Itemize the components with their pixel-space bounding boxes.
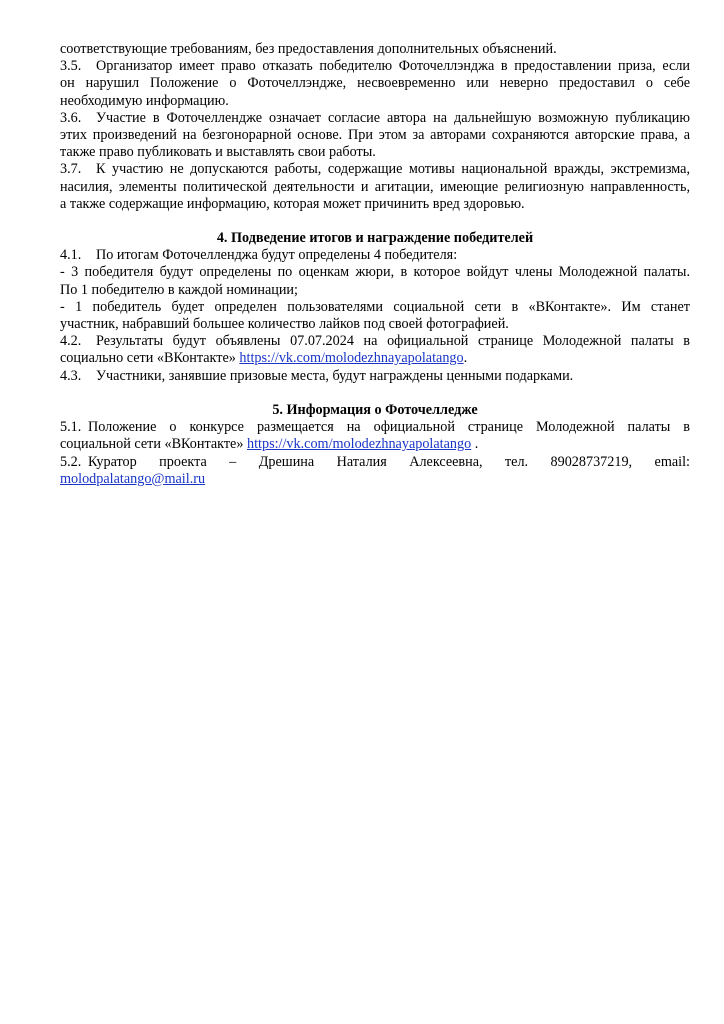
paragraph-3-6-line-1: 3.6. Участие в Фоточеллендже означает согласие автора на дальнейшую возможную публикацию: [60, 109, 690, 126]
bullet-1-line-1: - 3 победителя будут определены по оценкам жюри, в которое войдут члены Молодежной палаты.: [60, 264, 690, 281]
section-4-heading: 4. Подведение итогов и награждение победителей: [216, 230, 534, 247]
vk-link[interactable]: https://vk.com/molodezhnayapolatango: [239, 350, 464, 367]
paragraph-4-1: 4.1. По итогам Фоточелленджа будут определены 4 победителя:: [60, 247, 458, 264]
spacer: [60, 213, 690, 230]
document-body: [60, 41, 690, 488]
paragraph-3-7-line-2: насилия, элементы политической деятельности и агитации, имеющие религиозную направленность,: [60, 178, 690, 195]
paragraph-5-1-line-1: 5.1. Положение о конкурсе размещается на официальной странице Молодежной палаты в: [60, 419, 690, 436]
bullet-2-line-1: - 1 победитель будет определен пользователями социальной сети в «ВКонтакте». Им станет: [60, 298, 690, 315]
vk-link[interactable]: https://vk.com/molodezhnayapolatango: [247, 436, 472, 453]
paragraph-4-2-line-1: 4.2. Результаты будут объявлены 07.07.2024 на официальной странице Молодежной палаты в: [60, 333, 690, 350]
paragraph-3-7-line-3: а также содержащие информацию, которая может причинить вред здоровью.: [60, 195, 525, 212]
email-link[interactable]: molodpalatango@mail.ru: [60, 470, 206, 487]
paragraph-3-4-end: соответствующие требованиям, без предоставления дополнительных объяснений.: [60, 41, 557, 57]
bullet-1-line-2: По 1 победителю в каждой номинации;: [60, 281, 298, 298]
paragraph-5-2-line-2: [60, 471, 690, 488]
paragraph-3-6-line-3: также право публиковать и выставлять свои работы.: [60, 144, 376, 161]
paragraph-3-5-line-1: 3.5. Организатор имеет право отказать победителю Фоточеллэнджа в предоставлении приза, если: [60, 58, 690, 75]
paragraph-5-2-line-1: 5.2. Куратор проекта – Дрешина Наталия Алексеевна, тел. 89028737219, email:: [60, 453, 690, 470]
spacer: [60, 385, 690, 402]
paragraph-3-5-line-2: он нарушил Положение о Фоточеллэндже, несвоевременно или неверно предоставил о себе: [60, 75, 690, 92]
paragraph-3-6-line-2: этих произведений на безгонорарной основе. При этом за авторами сохраняются авторские права, а: [60, 126, 690, 143]
paragraph-4-3: 4.3. Участники, занявшие призовые места, будут награждены ценными подарками.: [60, 367, 574, 384]
bullet-2-line-2: участник, набравший большее количество лайков под своей фотографией.: [60, 316, 509, 332]
paragraph-3-7-line-1: 3.7. К участию не допускаются работы, содержащие мотивы национальной вражды, экстремизма,: [60, 161, 690, 178]
paragraph-4-2-line-2: социально сети «ВКонтакте» https://vk.com/molodezhnayapolatango.: [60, 350, 468, 367]
paragraph-5-1-line-2: социальной сети «ВКонтакте» https://vk.com/molodezhnayapolatango .: [60, 436, 479, 453]
section-5-heading: 5. Информация о Фоточелледже: [272, 401, 478, 418]
paragraph-3-5-line-3: необходимую информацию.: [60, 92, 229, 109]
